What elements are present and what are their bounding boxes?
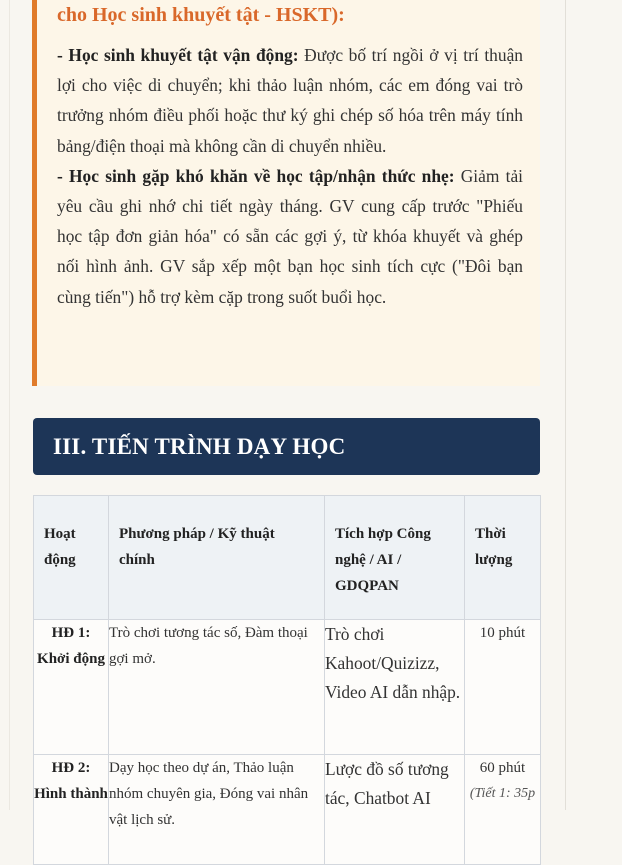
callout-item-lead: - Học sinh khuyết tật vận động: — [57, 45, 299, 65]
cell-method: Dạy học theo dự án, Thảo luận nhóm chuyên gia, Đóng vai nhân vật lịch sử. — [109, 755, 325, 865]
cell-activity: HĐ 2: Hình thành — [34, 755, 109, 865]
col-header-tech: Tích hợp Công nghệ / AI / GDQPAN — [325, 496, 465, 620]
duration-value: 60 phút — [479, 760, 526, 776]
section-title: III. TIẾN TRÌNH DẠY HỌC — [53, 433, 346, 459]
cell-method: Trò chơi tương tác số, Đàm thoại gợi mở. — [109, 620, 325, 755]
cell-tech: Trò chơi Kahoot/Quizizz, Video AI dẫn nhập. — [325, 620, 465, 755]
col-header-activity: Hoạt động — [34, 496, 109, 620]
table-row — [34, 620, 541, 755]
callout-item-lead: - Học sinh gặp khó khăn về học tập/nhận thức nhẹ: — [57, 165, 455, 186]
cell-tech: Lược đồ số tương tác, Chatbot AI — [325, 755, 465, 865]
callout-item-text: Được bố trí ngồi ở vị trí thuận lợi cho việc di chuyển; khi thảo luận nhóm, các em đóng vai trò trưởng nhóm điều phối hoặc thư ký ghi chép số hóa trên máy tính bảng/điện thoại mà không cần di chuyển nhiều. — [57, 45, 523, 156]
col-header-duration: Thời lượng — [465, 496, 541, 620]
callout-item-text: Giảm tải yêu cầu ghi nhớ chi tiết ngày tháng. GV cung cấp trước "Phiếu học tập đơn giản hóa" có sẵn các gợi ý, từ khóa khuyết và ghép nối hình ảnh. GV sắp xếp một bạn học sinh tích cực ("Đôi bạn cùng tiến") hỗ trợ kèm cặp trong suốt buổi học. — [57, 165, 524, 307]
callout-item-learning — [57, 161, 523, 312]
page-left-border — [9, 0, 10, 810]
duration-note: (Tiết 1: 35p — [469, 786, 536, 801]
duration-value: 10 phút — [479, 625, 526, 641]
cell-duration — [465, 620, 541, 755]
col-header-method: Phương pháp / Kỹ thuật chính — [109, 496, 325, 620]
callout-body — [57, 40, 523, 312]
section-header — [33, 418, 540, 475]
callout-item-mobility — [57, 40, 523, 161]
cell-activity: HĐ 1: Khởi động — [34, 620, 109, 755]
table-header-row — [34, 496, 541, 620]
callout-title: cho Học sinh khuyết tật - HSKT): — [57, 4, 345, 26]
page-right-border — [565, 0, 566, 810]
